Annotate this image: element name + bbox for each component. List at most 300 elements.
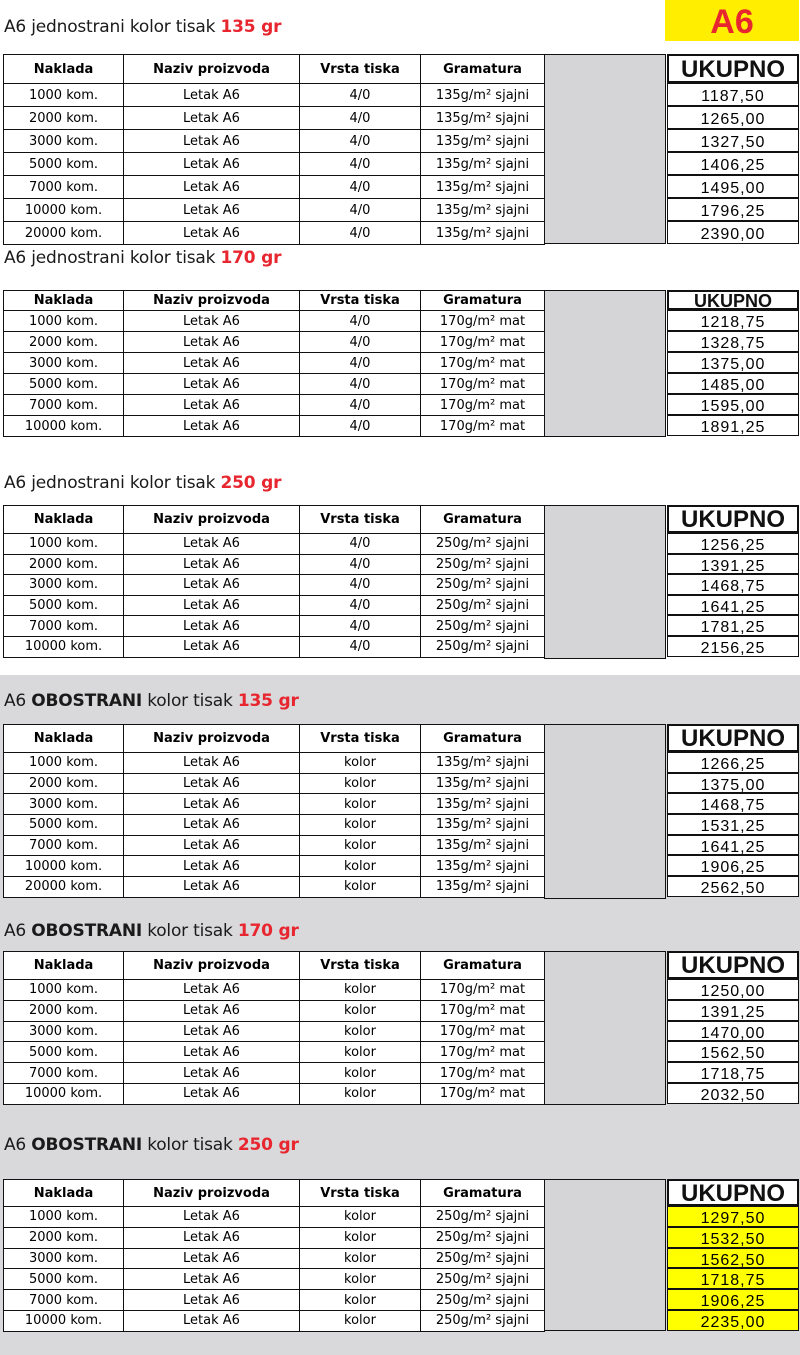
cell-print-type: 4/0 <box>300 130 421 153</box>
cell-print-type: kolor <box>300 1248 421 1269</box>
section-title <box>4 17 281 37</box>
table-row <box>4 176 545 199</box>
cell-print-type: 4/0 <box>300 616 421 637</box>
cell-paper: 135g/m² sjajni <box>421 176 545 199</box>
cell-product: Letak A6 <box>124 1207 300 1228</box>
table-row <box>4 753 545 774</box>
table-row <box>4 1021 545 1042</box>
cell-product: Letak A6 <box>124 416 300 437</box>
cell-quantity: 1000 kom. <box>4 1207 124 1228</box>
total-value: 1266,25 <box>667 752 799 773</box>
table-header-row <box>4 1180 545 1207</box>
table-row <box>4 332 545 353</box>
table-row <box>4 1083 545 1104</box>
title-prefix: A6 jednostrani kolor tisak <box>4 17 216 37</box>
spacer-column <box>544 724 666 899</box>
cell-product: Letak A6 <box>124 374 300 395</box>
table-row <box>4 773 545 794</box>
cell-paper: 250g/m² sjajni <box>421 554 545 575</box>
cell-quantity: 5000 kom. <box>4 1269 124 1290</box>
header-naklada: Naklada <box>4 506 124 534</box>
section-title <box>4 1135 299 1155</box>
total-column <box>667 1179 799 1331</box>
spacer-column <box>544 54 666 244</box>
cell-print-type: 4/0 <box>300 636 421 657</box>
table-header-row <box>4 725 545 753</box>
table-row <box>4 130 545 153</box>
cell-product: Letak A6 <box>124 107 300 130</box>
table-row <box>4 1063 545 1084</box>
cell-quantity: 20000 kom. <box>4 877 124 898</box>
table-row <box>4 616 545 637</box>
cell-product: Letak A6 <box>124 595 300 616</box>
cell-paper: 250g/m² sjajni <box>421 1248 545 1269</box>
cell-quantity: 7000 kom. <box>4 835 124 856</box>
table-row <box>4 575 545 596</box>
cell-paper: 135g/m² sjajni <box>421 877 545 898</box>
section-title <box>4 248 281 268</box>
cell-product: Letak A6 <box>124 1269 300 1290</box>
price-table <box>3 1179 545 1332</box>
cell-quantity: 7000 kom. <box>4 395 124 416</box>
cell-print-type: 4/0 <box>300 332 421 353</box>
cell-paper: 170g/m² mat <box>421 1042 545 1063</box>
cell-print-type: 4/0 <box>300 107 421 130</box>
cell-quantity: 5000 kom. <box>4 815 124 836</box>
price-table <box>3 724 545 898</box>
cell-quantity: 10000 kom. <box>4 416 124 437</box>
cell-product: Letak A6 <box>124 176 300 199</box>
cell-print-type: kolor <box>300 1083 421 1104</box>
cell-paper: 250g/m² sjajni <box>421 1227 545 1248</box>
price-table <box>3 505 545 658</box>
header-naklada: Naklada <box>4 725 124 753</box>
cell-print-type: kolor <box>300 1310 421 1331</box>
cell-paper: 135g/m² sjajni <box>421 107 545 130</box>
price-table <box>3 54 545 245</box>
cell-paper: 135g/m² sjajni <box>421 753 545 774</box>
cell-quantity: 7000 kom. <box>4 1290 124 1311</box>
total-value: 1375,00 <box>667 352 799 373</box>
cell-paper: 135g/m² sjajni <box>421 153 545 176</box>
cell-product: Letak A6 <box>124 311 300 332</box>
cell-print-type: kolor <box>300 1021 421 1042</box>
cell-product: Letak A6 <box>124 130 300 153</box>
total-value: 1470,00 <box>667 1021 799 1042</box>
cell-quantity: 7000 kom. <box>4 1063 124 1084</box>
cell-paper: 250g/m² sjajni <box>421 534 545 555</box>
cell-product: Letak A6 <box>124 222 300 245</box>
title-weight: 170 gr <box>237 921 299 941</box>
cell-product: Letak A6 <box>124 1063 300 1084</box>
cell-paper: 170g/m² mat <box>421 1000 545 1021</box>
cell-print-type: kolor <box>300 1063 421 1084</box>
total-value: 1595,00 <box>667 394 799 415</box>
cell-paper: 170g/m² mat <box>421 416 545 437</box>
total-value: 1218,75 <box>667 310 799 331</box>
cell-paper: 170g/m² mat <box>421 311 545 332</box>
cell-paper: 170g/m² mat <box>421 980 545 1001</box>
cell-paper: 170g/m² mat <box>421 1021 545 1042</box>
price-table <box>3 290 545 437</box>
cell-paper: 250g/m² sjajni <box>421 636 545 657</box>
cell-product: Letak A6 <box>124 332 300 353</box>
table-row <box>4 534 545 555</box>
header-naziv-proizvoda: Naziv proizvoda <box>124 291 300 311</box>
cell-product: Letak A6 <box>124 554 300 575</box>
cell-paper: 170g/m² mat <box>421 1063 545 1084</box>
cell-paper: 250g/m² sjajni <box>421 575 545 596</box>
cell-paper: 170g/m² mat <box>421 395 545 416</box>
cell-paper: 135g/m² sjajni <box>421 222 545 245</box>
cell-product: Letak A6 <box>124 773 300 794</box>
cell-paper: 170g/m² mat <box>421 332 545 353</box>
total-value: 1891,25 <box>667 415 799 436</box>
total-value: 1718,75 <box>667 1268 799 1289</box>
cell-product: Letak A6 <box>124 636 300 657</box>
cell-quantity: 7000 kom. <box>4 616 124 637</box>
table-row <box>4 1248 545 1269</box>
total-value: 1718,75 <box>667 1062 799 1083</box>
cell-product: Letak A6 <box>124 1000 300 1021</box>
title-weight: 250 gr <box>237 1135 299 1155</box>
cell-quantity: 10000 kom. <box>4 636 124 657</box>
cell-print-type: kolor <box>300 877 421 898</box>
table-header-row <box>4 952 545 980</box>
header-naklada: Naklada <box>4 291 124 311</box>
table-row <box>4 374 545 395</box>
cell-print-type: 4/0 <box>300 176 421 199</box>
table-row <box>4 1000 545 1021</box>
total-value: 1250,00 <box>667 979 799 1000</box>
total-value: 1562,50 <box>667 1041 799 1062</box>
total-value: 1468,75 <box>667 793 799 814</box>
title-double-sided: OBOSTRANI <box>31 1135 142 1155</box>
cell-quantity: 5000 kom. <box>4 1042 124 1063</box>
header-naklada: Naklada <box>4 55 124 84</box>
table-row <box>4 815 545 836</box>
cell-quantity: 20000 kom. <box>4 222 124 245</box>
cell-print-type: kolor <box>300 794 421 815</box>
cell-product: Letak A6 <box>124 1310 300 1331</box>
total-value: 1796,25 <box>667 198 799 221</box>
cell-product: Letak A6 <box>124 153 300 176</box>
cell-quantity: 1000 kom. <box>4 753 124 774</box>
table-row <box>4 980 545 1001</box>
cell-quantity: 2000 kom. <box>4 1000 124 1021</box>
cell-product: Letak A6 <box>124 1021 300 1042</box>
table-row <box>4 835 545 856</box>
total-value: 1485,00 <box>667 373 799 394</box>
cell-paper: 135g/m² sjajni <box>421 835 545 856</box>
title-prefix: A6 <box>4 691 27 711</box>
table-row <box>4 222 545 245</box>
cell-quantity: 10000 kom. <box>4 1310 124 1331</box>
cell-paper: 135g/m² sjajni <box>421 794 545 815</box>
cell-paper: 135g/m² sjajni <box>421 856 545 877</box>
cell-quantity: 1000 kom. <box>4 311 124 332</box>
total-value: 1495,00 <box>667 175 799 198</box>
cell-paper: 250g/m² sjajni <box>421 1207 545 1228</box>
total-header: UKUPNO <box>667 724 799 752</box>
cell-print-type: 4/0 <box>300 554 421 575</box>
cell-print-type: 4/0 <box>300 84 421 107</box>
table-header-row <box>4 506 545 534</box>
title-prefix: A6 <box>4 921 27 941</box>
header-gramatura: Gramatura <box>421 725 545 753</box>
section-title <box>4 473 281 493</box>
table-row <box>4 416 545 437</box>
cell-quantity: 3000 kom. <box>4 353 124 374</box>
title-weight: 250 gr <box>220 473 282 493</box>
cell-product: Letak A6 <box>124 395 300 416</box>
total-header: UKUPNO <box>667 54 799 83</box>
section-title <box>4 921 299 941</box>
table-row <box>4 1290 545 1311</box>
title-suffix: kolor tisak <box>147 1135 233 1155</box>
total-column <box>667 54 799 244</box>
table-header-row <box>4 55 545 84</box>
cell-product: Letak A6 <box>124 1248 300 1269</box>
cell-quantity: 7000 kom. <box>4 176 124 199</box>
header-vrsta-tiska: Vrsta tiska <box>300 952 421 980</box>
header-naziv-proizvoda: Naziv proizvoda <box>124 1180 300 1207</box>
title-weight: 135 gr <box>220 17 282 37</box>
cell-print-type: 4/0 <box>300 153 421 176</box>
spacer-column <box>544 951 666 1105</box>
header-gramatura: Gramatura <box>421 1180 545 1207</box>
title-weight: 170 gr <box>220 248 282 268</box>
table-row <box>4 1207 545 1228</box>
cell-product: Letak A6 <box>124 753 300 774</box>
cell-print-type: kolor <box>300 1207 421 1228</box>
cell-print-type: kolor <box>300 1042 421 1063</box>
total-value: 1562,50 <box>667 1248 799 1269</box>
cell-print-type: kolor <box>300 1227 421 1248</box>
section-title <box>4 691 299 711</box>
total-value: 1265,00 <box>667 106 799 129</box>
cell-product: Letak A6 <box>124 877 300 898</box>
table-row <box>4 199 545 222</box>
cell-product: Letak A6 <box>124 534 300 555</box>
format-badge: A6 <box>665 0 799 41</box>
total-value: 2235,00 <box>667 1310 799 1331</box>
total-value: 1532,50 <box>667 1227 799 1248</box>
cell-print-type: kolor <box>300 1269 421 1290</box>
cell-quantity: 2000 kom. <box>4 107 124 130</box>
table-row <box>4 794 545 815</box>
cell-print-type: kolor <box>300 753 421 774</box>
cell-product: Letak A6 <box>124 84 300 107</box>
cell-product: Letak A6 <box>124 353 300 374</box>
total-value: 1906,25 <box>667 855 799 876</box>
total-value: 1468,75 <box>667 574 799 595</box>
cell-print-type: 4/0 <box>300 416 421 437</box>
cell-quantity: 1000 kom. <box>4 534 124 555</box>
table-row <box>4 84 545 107</box>
header-naziv-proizvoda: Naziv proizvoda <box>124 55 300 84</box>
spacer-column <box>544 1179 666 1331</box>
spacer-column <box>544 290 666 437</box>
cell-paper: 250g/m² sjajni <box>421 1290 545 1311</box>
table-header-row <box>4 291 545 311</box>
total-value: 1187,50 <box>667 83 799 106</box>
cell-quantity: 3000 kom. <box>4 1248 124 1269</box>
cell-product: Letak A6 <box>124 980 300 1001</box>
cell-product: Letak A6 <box>124 835 300 856</box>
cell-product: Letak A6 <box>124 1227 300 1248</box>
price-table <box>3 951 545 1105</box>
cell-quantity: 3000 kom. <box>4 130 124 153</box>
table-row <box>4 856 545 877</box>
table-row <box>4 311 545 332</box>
cell-print-type: 4/0 <box>300 534 421 555</box>
cell-print-type: kolor <box>300 773 421 794</box>
cell-product: Letak A6 <box>124 199 300 222</box>
cell-product: Letak A6 <box>124 1083 300 1104</box>
total-value: 1406,25 <box>667 152 799 175</box>
cell-quantity: 1000 kom. <box>4 84 124 107</box>
spacer-column <box>544 505 666 659</box>
title-prefix: A6 jednostrani kolor tisak <box>4 473 216 493</box>
cell-print-type: 4/0 <box>300 374 421 395</box>
header-naziv-proizvoda: Naziv proizvoda <box>124 506 300 534</box>
title-prefix: A6 <box>4 1135 27 1155</box>
cell-print-type: 4/0 <box>300 353 421 374</box>
total-value: 1328,75 <box>667 331 799 352</box>
cell-product: Letak A6 <box>124 794 300 815</box>
cell-product: Letak A6 <box>124 616 300 637</box>
header-vrsta-tiska: Vrsta tiska <box>300 725 421 753</box>
header-gramatura: Gramatura <box>421 952 545 980</box>
total-header: UKUPNO <box>667 290 799 310</box>
cell-paper: 170g/m² mat <box>421 353 545 374</box>
title-prefix: A6 jednostrani kolor tisak <box>4 248 216 268</box>
table-row <box>4 1310 545 1331</box>
cell-product: Letak A6 <box>124 1290 300 1311</box>
table-row <box>4 636 545 657</box>
cell-paper: 250g/m² sjajni <box>421 1269 545 1290</box>
cell-product: Letak A6 <box>124 1042 300 1063</box>
title-suffix: kolor tisak <box>147 691 233 711</box>
cell-print-type: 4/0 <box>300 311 421 332</box>
title-weight: 135 gr <box>237 691 299 711</box>
table-row <box>4 1042 545 1063</box>
cell-paper: 135g/m² sjajni <box>421 130 545 153</box>
table-row <box>4 595 545 616</box>
cell-print-type: 4/0 <box>300 199 421 222</box>
cell-quantity: 2000 kom. <box>4 773 124 794</box>
header-naklada: Naklada <box>4 1180 124 1207</box>
title-suffix: kolor tisak <box>147 921 233 941</box>
total-value: 1906,25 <box>667 1289 799 1310</box>
cell-paper: 170g/m² mat <box>421 1083 545 1104</box>
cell-quantity: 5000 kom. <box>4 374 124 395</box>
header-naziv-proizvoda: Naziv proizvoda <box>124 725 300 753</box>
total-value: 1391,25 <box>667 554 799 575</box>
table-row <box>4 395 545 416</box>
cell-quantity: 3000 kom. <box>4 794 124 815</box>
table-row <box>4 877 545 898</box>
total-value: 1391,25 <box>667 1000 799 1021</box>
total-header: UKUPNO <box>667 951 799 979</box>
cell-paper: 135g/m² sjajni <box>421 815 545 836</box>
cell-quantity: 5000 kom. <box>4 595 124 616</box>
total-column <box>667 290 799 436</box>
header-gramatura: Gramatura <box>421 506 545 534</box>
cell-print-type: kolor <box>300 980 421 1001</box>
cell-paper: 250g/m² sjajni <box>421 616 545 637</box>
title-double-sided: OBOSTRANI <box>31 921 142 941</box>
cell-quantity: 1000 kom. <box>4 980 124 1001</box>
cell-print-type: kolor <box>300 835 421 856</box>
cell-print-type: kolor <box>300 1290 421 1311</box>
cell-quantity: 2000 kom. <box>4 554 124 575</box>
cell-quantity: 10000 kom. <box>4 856 124 877</box>
cell-print-type: kolor <box>300 1000 421 1021</box>
header-naziv-proizvoda: Naziv proizvoda <box>124 952 300 980</box>
total-value: 2156,25 <box>667 636 799 657</box>
header-vrsta-tiska: Vrsta tiska <box>300 1180 421 1207</box>
table-row <box>4 1269 545 1290</box>
total-column <box>667 724 799 897</box>
total-value: 1531,25 <box>667 814 799 835</box>
cell-quantity: 3000 kom. <box>4 575 124 596</box>
header-gramatura: Gramatura <box>421 55 545 84</box>
cell-print-type: 4/0 <box>300 222 421 245</box>
header-vrsta-tiska: Vrsta tiska <box>300 55 421 84</box>
total-header: UKUPNO <box>667 1179 799 1206</box>
cell-quantity: 10000 kom. <box>4 199 124 222</box>
cell-quantity: 5000 kom. <box>4 153 124 176</box>
total-column <box>667 505 799 657</box>
table-row <box>4 107 545 130</box>
table-row <box>4 153 545 176</box>
total-value: 1641,25 <box>667 595 799 616</box>
cell-paper: 135g/m² sjajni <box>421 773 545 794</box>
table-row <box>4 554 545 575</box>
total-value: 1781,25 <box>667 615 799 636</box>
cell-print-type: kolor <box>300 856 421 877</box>
cell-quantity: 2000 kom. <box>4 1227 124 1248</box>
cell-product: Letak A6 <box>124 575 300 596</box>
cell-product: Letak A6 <box>124 815 300 836</box>
total-value: 1641,25 <box>667 835 799 856</box>
cell-paper: 135g/m² sjajni <box>421 84 545 107</box>
header-vrsta-tiska: Vrsta tiska <box>300 291 421 311</box>
header-gramatura: Gramatura <box>421 291 545 311</box>
cell-quantity: 2000 kom. <box>4 332 124 353</box>
cell-quantity: 10000 kom. <box>4 1083 124 1104</box>
total-value: 2562,50 <box>667 876 799 897</box>
cell-product: Letak A6 <box>124 856 300 877</box>
total-value: 1256,25 <box>667 533 799 554</box>
total-value: 1327,50 <box>667 129 799 152</box>
total-value: 1375,00 <box>667 773 799 794</box>
cell-print-type: 4/0 <box>300 395 421 416</box>
table-row <box>4 1227 545 1248</box>
title-double-sided: OBOSTRANI <box>31 691 142 711</box>
cell-print-type: 4/0 <box>300 575 421 596</box>
total-column <box>667 951 799 1104</box>
total-value: 1297,50 <box>667 1206 799 1227</box>
cell-print-type: 4/0 <box>300 595 421 616</box>
cell-paper: 135g/m² sjajni <box>421 199 545 222</box>
cell-paper: 250g/m² sjajni <box>421 595 545 616</box>
cell-paper: 170g/m² mat <box>421 374 545 395</box>
header-vrsta-tiska: Vrsta tiska <box>300 506 421 534</box>
total-value: 2032,50 <box>667 1083 799 1104</box>
